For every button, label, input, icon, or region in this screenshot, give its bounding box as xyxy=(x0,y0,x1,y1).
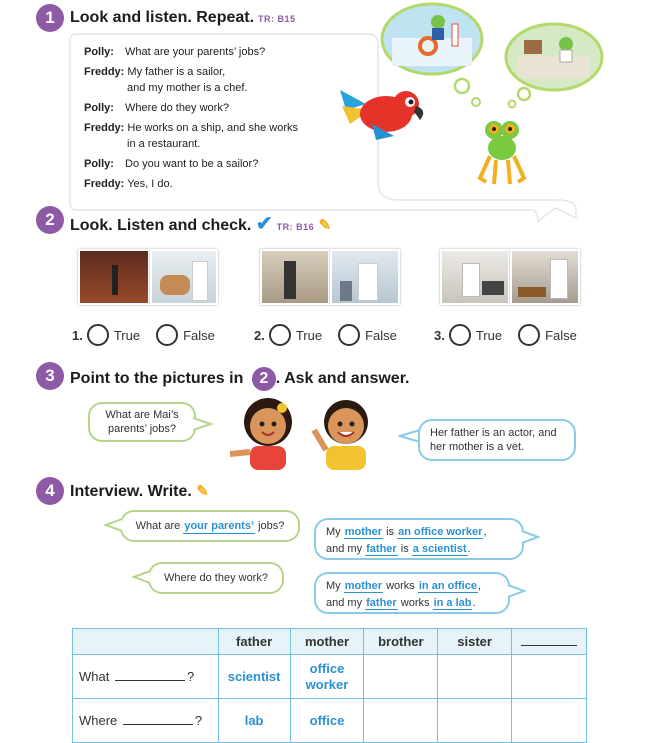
check-item-3 xyxy=(434,324,577,346)
bubble-tail xyxy=(193,416,213,432)
photo-workshop xyxy=(260,249,330,305)
pencil-icon: ✎ xyxy=(196,483,209,500)
table-row xyxy=(73,699,587,743)
check-item-2 xyxy=(254,324,397,346)
row-label: Where ? xyxy=(73,699,219,743)
table-cell[interactable]: office xyxy=(290,699,364,743)
false-label: False xyxy=(183,327,215,343)
table-header-row xyxy=(73,629,587,655)
false-radio[interactable] xyxy=(338,324,360,346)
interview-question-2: Where do they work? xyxy=(148,562,284,594)
section-2-title xyxy=(70,211,331,236)
section-3-title-pre: Point to the pictures in xyxy=(70,370,244,387)
question-bubble: What are Mai’s parents’ jobs? xyxy=(88,402,196,442)
item-number: 1. xyxy=(72,327,83,343)
table-header-cell: father xyxy=(218,629,290,655)
section-ref-number: 2 xyxy=(252,367,276,391)
true-label: True xyxy=(475,327,503,343)
section-1-number: 1 xyxy=(36,4,64,32)
table-header-cell xyxy=(73,629,219,655)
true-radio[interactable] xyxy=(449,324,471,346)
false-radio[interactable] xyxy=(156,324,178,346)
table-cell[interactable] xyxy=(364,699,438,743)
interview-answer-1: My mother is an office worker, and my father is a scientist. xyxy=(314,518,524,560)
thought-dots xyxy=(452,74,542,110)
table-row xyxy=(73,655,587,699)
table-header-cell: sister xyxy=(438,629,512,655)
photo-office-worker xyxy=(440,249,510,305)
check-item-1 xyxy=(72,324,215,346)
false-radio[interactable] xyxy=(518,324,540,346)
true-label: True xyxy=(113,327,141,343)
item-number: 2. xyxy=(254,327,265,343)
track-label: TR: B16 xyxy=(276,222,315,232)
table-cell[interactable] xyxy=(364,655,438,699)
section-3-number: 3 xyxy=(36,362,64,390)
true-radio[interactable] xyxy=(87,324,109,346)
table-header-cell: mother xyxy=(290,629,364,655)
dialogue xyxy=(72,38,340,198)
section-3-title xyxy=(70,367,409,391)
table-cell[interactable] xyxy=(512,699,587,743)
dialogue-line: Polly: Where do they work? xyxy=(84,102,229,114)
photo-scientist-lab xyxy=(330,249,400,305)
track-label: TR: B15 xyxy=(258,14,296,24)
dialogue-line: Freddy: Yes, I do. xyxy=(84,178,173,190)
table-cell[interactable] xyxy=(512,655,587,699)
thought-bubble-ship xyxy=(380,2,484,76)
pencil-icon: ✎ xyxy=(318,217,332,234)
write-in-blank[interactable] xyxy=(115,680,185,681)
filled-answer: your parents’ xyxy=(184,519,255,532)
interview-table xyxy=(72,628,587,743)
table-cell[interactable]: office worker xyxy=(290,655,364,699)
table-cell[interactable]: lab xyxy=(218,699,290,743)
dialogue-line: in a restaurant. xyxy=(127,138,201,150)
table-header-cell: brother xyxy=(364,629,438,655)
interview-answer-2: My mother works in an office, and my father works in a lab. xyxy=(314,572,510,614)
true-label: True xyxy=(295,327,323,343)
photo-chef-kitchen xyxy=(510,249,580,305)
dialogue-line: Freddy: He works on a ship, and she works xyxy=(84,122,298,134)
bubble-tail xyxy=(132,570,150,584)
section-4-title-text: Interview. Write. xyxy=(70,483,192,500)
row-label: What ? xyxy=(73,655,219,699)
section-1-title xyxy=(70,9,296,27)
children-illustration xyxy=(222,392,392,470)
section-4-title xyxy=(70,482,209,501)
dialogue-line: Polly: Do you want to be a sailor? xyxy=(84,158,259,170)
false-label: False xyxy=(545,327,577,343)
dialogue-line: Freddy: My father is a sailor, xyxy=(84,66,226,78)
item-number: 3. xyxy=(434,327,445,343)
bubble-tail xyxy=(508,584,526,598)
bubble-tail xyxy=(398,428,420,444)
table-header-blank[interactable] xyxy=(512,629,587,655)
false-label: False xyxy=(365,327,397,343)
parrot-illustration xyxy=(336,76,428,148)
answer-bubble: Her father is an actor, and her mother is a vet. xyxy=(418,419,576,461)
section-1-title-text: Look and listen. Repeat. xyxy=(70,9,255,26)
section-4-number: 4 xyxy=(36,477,64,505)
write-in-blank[interactable] xyxy=(123,724,193,725)
section-2-title-text: Look. Listen and check. xyxy=(70,217,252,234)
section-2-number: 2 xyxy=(36,206,64,234)
dialogue-line: and my mother is a chef. xyxy=(127,82,248,94)
bubble-tail xyxy=(522,530,540,544)
photo-actor-stage xyxy=(78,249,150,305)
table-cell[interactable] xyxy=(438,699,512,743)
table-cell[interactable] xyxy=(438,655,512,699)
true-radio[interactable] xyxy=(269,324,291,346)
table-cell[interactable]: scientist xyxy=(218,655,290,699)
frog-illustration xyxy=(474,116,530,188)
checkmark-icon: ✔ xyxy=(255,213,273,235)
dialogue-line: Polly: What are your parents’ jobs? xyxy=(84,46,266,58)
section-3-title-post: . Ask and answer. xyxy=(275,370,410,387)
bubble-tail xyxy=(104,518,122,532)
interview-question-1: What are your parents’ jobs? xyxy=(120,510,300,542)
photo-vet xyxy=(150,249,218,305)
